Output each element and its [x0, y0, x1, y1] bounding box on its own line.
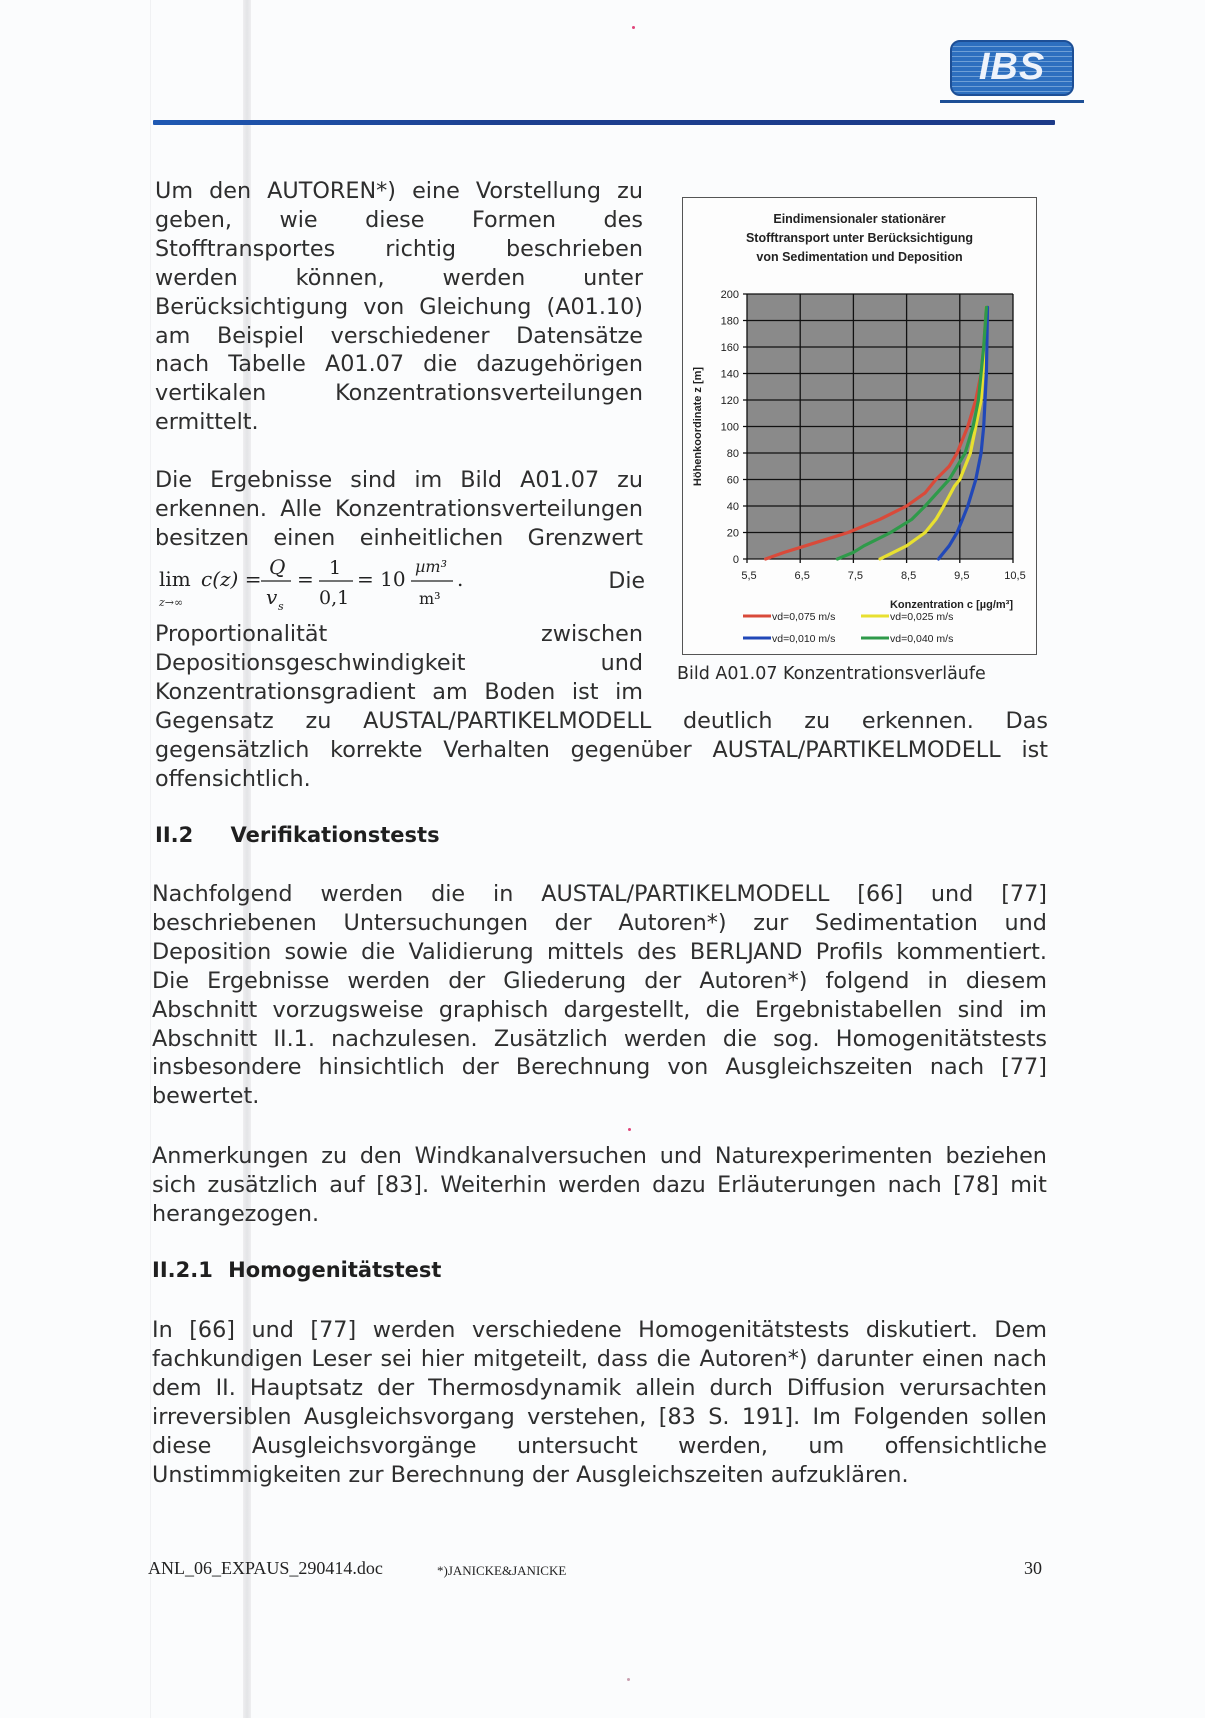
word: verursachten: [899, 1374, 1047, 1401]
text-line-last: offensichtlich.: [155, 765, 311, 792]
word: Die: [155, 467, 193, 493]
word: die: [705, 996, 740, 1023]
footer-filename: ANL_06_EXPAUS_290414.doc: [148, 1558, 383, 1578]
word: kommentiert.: [896, 938, 1047, 965]
word: korrekte: [330, 736, 423, 763]
text-line: [152, 1171, 1047, 1200]
word: Gleichung: [419, 293, 532, 320]
y-tick-label: 0: [732, 554, 739, 566]
word: der: [377, 1374, 415, 1401]
word: mit: [1010, 1171, 1047, 1198]
word: verstehen,: [527, 1403, 647, 1430]
ibs-logo: [950, 40, 1074, 96]
word: den: [209, 178, 252, 204]
legend-label: vd=0,075 m/s: [772, 611, 836, 623]
word: deutlich: [683, 708, 773, 734]
word: Formen: [471, 206, 557, 233]
word: diese: [152, 1432, 212, 1459]
word: Vorstellung: [475, 178, 602, 204]
word: eine: [412, 178, 460, 204]
word: werden,: [678, 1432, 768, 1459]
word: nachzulesen.: [331, 1025, 478, 1052]
word: am: [155, 322, 191, 349]
word: [77]: [1001, 881, 1047, 907]
frac1-den: v: [266, 585, 278, 609]
word: Autoren*): [699, 1345, 808, 1372]
word: erkennen.: [155, 495, 267, 522]
word: Bild: [460, 467, 503, 493]
word: [83: [658, 1403, 696, 1430]
lim-text: lim: [159, 567, 191, 591]
word: um: [808, 1432, 845, 1459]
word: sind: [957, 996, 1004, 1023]
word: Zusätzlich: [493, 1025, 608, 1052]
text-line: [155, 736, 1048, 765]
unit-num: µm³: [415, 557, 447, 576]
word: Autoren*): [618, 909, 727, 936]
text-line: [155, 235, 643, 264]
word: AUTOREN*): [267, 178, 397, 204]
word: im: [615, 678, 643, 705]
word: dazu: [652, 1171, 706, 1198]
text-line: [152, 909, 1047, 938]
text-line: [155, 524, 643, 553]
word: Datensätze: [516, 322, 643, 349]
word: Erläuterungen: [717, 1171, 877, 1198]
word: Boden: [484, 678, 556, 705]
intro-paragraph: [155, 177, 643, 437]
word: Abschnitt: [152, 996, 258, 1023]
y-tick-label: 60: [726, 474, 739, 487]
y-tick-label: 80: [726, 448, 739, 460]
word: zu: [804, 708, 831, 734]
word: einen: [922, 1345, 984, 1372]
word: im: [414, 467, 443, 493]
word: Leser: [311, 1345, 372, 1372]
word: im: [1018, 996, 1047, 1023]
text-line: [155, 350, 643, 379]
word: AUSTAL/PARTIKELMODELL: [363, 708, 652, 734]
word: beschriebenen: [152, 909, 317, 936]
text-line: [155, 379, 643, 408]
text-line: [155, 206, 643, 235]
scan-speck: [628, 1128, 631, 1131]
word: Depositionsgeschwindigkeit: [155, 649, 466, 676]
text-line: [152, 1374, 1047, 1403]
word: die: [656, 1345, 691, 1372]
word: [66]: [857, 881, 904, 907]
text-line-last: herangezogen.: [152, 1200, 320, 1227]
frac2-den: 0,1: [319, 587, 350, 609]
word: vertikalen: [155, 380, 267, 407]
word: Konzentrationsverteilungen: [335, 380, 643, 407]
section-number: II.2: [155, 823, 194, 847]
text-line: [155, 678, 643, 707]
word: diskutiert.: [865, 1317, 978, 1343]
chart-plot: [683, 198, 1038, 656]
text-line-last: Unstimmigkeiten zur Berechnung der Ausgleichszeiten aufzuklären.: [152, 1461, 909, 1488]
word: Naturexperimenten: [714, 1143, 933, 1169]
text-line: [155, 620, 643, 649]
word: durch: [709, 1374, 773, 1401]
word: S.: [708, 1403, 730, 1430]
word: die: [722, 1025, 757, 1052]
word: dass: [596, 1345, 648, 1372]
figure-caption: Bild A01.07 Konzentrationsverläufe: [677, 664, 986, 684]
word: diesem: [965, 967, 1047, 994]
word: zu: [617, 467, 643, 493]
word: sei: [380, 1345, 413, 1372]
text-line: [155, 495, 643, 524]
word: können,: [295, 264, 385, 291]
x-tick-label: 8,5: [900, 570, 917, 582]
section-title: Verifikationstests: [230, 823, 440, 847]
word: mitgeteilt,: [472, 1345, 589, 1372]
word: Abschnitt: [152, 1025, 258, 1052]
word: zu: [617, 178, 643, 204]
word: Verhalten: [443, 736, 550, 763]
word: die: [361, 938, 396, 965]
word: Homogenitätstests: [835, 1025, 1047, 1052]
word: dargestellt,: [563, 996, 691, 1023]
word: sind: [350, 467, 397, 493]
word: der: [554, 909, 592, 936]
word: gegenüber: [570, 736, 692, 763]
word: Berechnung: [515, 1054, 651, 1081]
word: Um: [155, 178, 194, 204]
text-line: [152, 880, 1047, 909]
word: sowie: [284, 938, 348, 965]
word: Gliederung: [503, 967, 627, 994]
word: von: [363, 293, 405, 320]
word: und: [251, 1317, 294, 1343]
word: II.1.: [273, 1025, 315, 1052]
text-line: [155, 322, 643, 351]
word: allein: [635, 1374, 696, 1401]
text-line: [152, 1345, 1047, 1374]
word: Grenzwert: [527, 524, 643, 551]
x-tick-label: 7,5: [847, 570, 864, 582]
word: ermittelt.: [155, 409, 259, 436]
section-heading-2-1: [152, 1258, 441, 1282]
word: die: [431, 881, 466, 907]
y-tick-label: 20: [726, 527, 739, 540]
word: in: [927, 967, 948, 994]
equals-10: = 10: [357, 567, 406, 591]
logo-text: IBS: [978, 46, 1046, 88]
text-line: [155, 264, 643, 293]
word: Dem: [994, 1317, 1047, 1343]
word: Deposition: [152, 938, 272, 965]
word: Thermosdynamik: [428, 1374, 622, 1401]
word: irreversiblen: [152, 1403, 292, 1430]
period: .: [457, 567, 464, 591]
word: einen: [273, 524, 336, 551]
word: verschiedener: [330, 322, 490, 349]
word: zwischen: [541, 621, 643, 647]
word: gegensätzlich: [155, 736, 310, 763]
word: werden: [155, 264, 238, 291]
word: [83].: [376, 1171, 430, 1198]
word: ist: [1021, 736, 1048, 763]
word: Hauptsatz: [249, 1374, 364, 1401]
y-tick-label: 120: [720, 395, 739, 407]
word: Beispiel: [216, 322, 305, 349]
text-line: [155, 177, 643, 206]
text-line: [152, 1316, 1047, 1345]
word: werden: [372, 1317, 456, 1343]
chart-title-line: Eindimensionaler stationärer: [773, 212, 946, 226]
word: untersucht: [516, 1432, 638, 1459]
word: auf: [329, 1171, 365, 1198]
section-number: II.2.1: [152, 1258, 213, 1282]
word: werden: [442, 264, 526, 291]
word: besitzen: [155, 524, 249, 551]
word: In: [152, 1317, 173, 1343]
word: nach: [992, 1345, 1047, 1372]
word: der: [461, 1054, 499, 1081]
word: Proportionalität: [155, 621, 328, 647]
frac1-den-sub: s: [278, 600, 284, 613]
results-continuation: [155, 620, 643, 707]
function-cz: c(z) =: [201, 567, 262, 591]
word: [77]: [310, 1317, 357, 1343]
word: AUSTAL/PARTIKELMODELL: [712, 736, 1001, 763]
word: hier: [420, 1345, 465, 1372]
logo-underline: [940, 100, 1084, 103]
text-line: [155, 408, 643, 437]
y-tick-label: 140: [720, 368, 739, 381]
word: AUSTAL/PARTIKELMODELL: [541, 881, 830, 907]
section-heading-2: [155, 823, 440, 847]
scan-speck: [627, 1678, 630, 1681]
y-tick-label: 160: [720, 342, 739, 354]
word: [78]: [953, 1171, 999, 1198]
word: den: [359, 1143, 402, 1169]
word: Ergebnisse: [210, 467, 333, 493]
word: offensichtliche: [884, 1432, 1047, 1459]
word: nach: [155, 351, 210, 378]
word: beschrieben: [506, 235, 643, 262]
word: Weiterhin: [440, 1171, 547, 1198]
text-line: [152, 1142, 1047, 1171]
word: BERLJAND: [689, 938, 803, 965]
text-line: [152, 967, 1047, 996]
word: Homogenitätstests: [638, 1317, 850, 1343]
word: Ergebnistabellen: [754, 996, 943, 1023]
section-2-1-paragraph: [152, 1316, 1047, 1489]
y-tick-label: 200: [720, 289, 739, 301]
word: Nachfolgend: [152, 881, 293, 907]
word: sollen: [981, 1403, 1047, 1430]
word: am: [432, 678, 468, 705]
y-axis-label: Höhenkoordinate z [m]: [692, 366, 704, 487]
word: erkennen.: [861, 708, 974, 734]
chart-title-line: Stofftransport unter Berücksichtigung: [745, 231, 974, 245]
word: sich: [152, 1171, 197, 1198]
legend-label: vd=0,025 m/s: [890, 611, 954, 623]
word: [77]: [1001, 1054, 1047, 1081]
y-tick-label: 100: [720, 421, 739, 434]
word: und: [659, 1143, 703, 1169]
word: Untersuchungen: [343, 909, 528, 936]
word: Windkanalversuchen: [414, 1143, 647, 1169]
legend-label: vd=0,040 m/s: [890, 633, 954, 645]
word: die: [423, 351, 458, 378]
word: hinsichtlich: [318, 1054, 445, 1081]
word: Berücksichtigung: [155, 293, 349, 320]
word: Folgenden: [853, 1403, 970, 1430]
word: werden: [623, 1025, 707, 1052]
x-tick-label: 10,5: [1004, 570, 1026, 582]
text-line: [152, 1432, 1047, 1461]
chart-title-line: von Sedimentation und Deposition: [756, 250, 963, 264]
word: darunter: [816, 1345, 914, 1372]
word: Konzentrationsgradient: [155, 678, 416, 705]
equals-2: =: [297, 567, 314, 591]
word: sog.: [773, 1025, 820, 1052]
text-line: [152, 1053, 1047, 1082]
section-2-paragraph-2: [152, 1142, 1047, 1229]
word: Profils: [815, 938, 883, 965]
text-line: [155, 466, 643, 495]
word: und: [930, 881, 974, 907]
text-line: [152, 996, 1047, 1025]
x-tick-label: 9,5: [954, 570, 970, 582]
word: Ergebnisse: [207, 967, 330, 994]
text-line: [152, 1403, 1047, 1432]
y-tick-label: 180: [720, 315, 739, 328]
word: vorzugsweise: [272, 996, 424, 1023]
word: 191].: [741, 1403, 801, 1430]
word: zu: [305, 708, 332, 734]
word: nach: [929, 1054, 985, 1081]
word: graphisch: [438, 996, 549, 1023]
word: verschiedene: [471, 1317, 622, 1343]
word: Autoren*): [699, 967, 808, 994]
word: Ausgleichszeiten: [725, 1054, 913, 1081]
section-2-paragraph-1: [152, 880, 1047, 1111]
word: Alle: [280, 495, 322, 522]
word: (A01.10): [546, 293, 643, 320]
word: Stofftransportes: [155, 235, 336, 262]
word: insbesondere: [152, 1054, 302, 1081]
frac2-num: 1: [329, 557, 342, 579]
word: und: [600, 649, 643, 676]
word: des: [637, 938, 677, 965]
word: Die: [152, 967, 190, 994]
word: Das: [1005, 708, 1048, 734]
word: [66]: [189, 1317, 235, 1343]
word: Ausgleichsvorgänge: [251, 1432, 477, 1459]
word: diese: [365, 206, 425, 233]
word: geben,: [155, 206, 232, 233]
text-line: [155, 707, 1048, 736]
footer-page-number: 30: [1024, 1558, 1042, 1578]
unit-den: m³: [419, 589, 441, 608]
limit-formula: [157, 552, 647, 612]
word: folgend: [825, 967, 910, 994]
text-line: [152, 938, 1047, 967]
word: des: [603, 206, 643, 233]
word: Im: [812, 1403, 841, 1430]
legend-label: vd=0,010 m/s: [772, 633, 836, 645]
lim-subscript: z→∞: [159, 596, 184, 609]
y-tick-label: 40: [726, 501, 739, 513]
word: Sedimentation: [814, 909, 978, 936]
word: beziehen: [945, 1143, 1047, 1169]
word: werden: [347, 967, 431, 994]
word: wie: [279, 206, 318, 233]
word: zusätzlich: [207, 1171, 318, 1198]
word: und: [1004, 909, 1047, 936]
word: dem: [152, 1374, 202, 1401]
trailing-word: Die: [608, 569, 645, 594]
section-title: Homogenitätstest: [228, 1258, 442, 1282]
results-wide-lines: [155, 707, 1048, 794]
text-line: [155, 293, 643, 322]
word: zu: [321, 1143, 348, 1169]
word: zur: [753, 909, 789, 936]
word: von: [667, 1054, 709, 1081]
word: einheitlichen: [359, 524, 504, 551]
page-edge: [150, 0, 151, 1718]
x-tick-label: 6,5: [794, 570, 810, 582]
scan-speck: [632, 26, 635, 29]
word: Diffusion: [786, 1374, 886, 1401]
word: ist: [571, 678, 599, 705]
word: A01.07: [324, 351, 405, 378]
word: Konzentrationsverteilungen: [335, 495, 643, 522]
chart-figure: [682, 197, 1037, 655]
word: der: [448, 967, 486, 994]
word: werden: [320, 881, 404, 907]
word: dazugehörigen: [476, 351, 643, 378]
text-line: [155, 649, 643, 678]
word: A01.07: [520, 467, 600, 493]
word: Gegensatz: [155, 708, 274, 734]
header-rule: [153, 120, 1055, 125]
results-paragraph: [155, 466, 643, 553]
word: unter: [583, 264, 643, 291]
word: II.: [215, 1374, 236, 1401]
text-line-last: bewertet.: [152, 1083, 260, 1110]
frac1-num: Q: [269, 555, 286, 579]
footer-authors: *)JANICKE&JANICKE: [437, 1563, 567, 1578]
word: fachkundigen: [152, 1345, 303, 1372]
word: Ausgleichsvorgang: [303, 1403, 515, 1430]
word: Validierung: [408, 938, 534, 965]
x-axis-label: Konzentration c [µg/m³]: [889, 599, 1013, 611]
word: Anmerkungen: [152, 1143, 309, 1169]
word: nach: [887, 1171, 942, 1198]
x-tick-label: 5,5: [741, 570, 757, 582]
word: der: [644, 967, 682, 994]
word: richtig: [385, 235, 457, 262]
word: mittels: [546, 938, 624, 965]
word: in: [493, 881, 514, 907]
text-line: [152, 1025, 1047, 1054]
word: Tabelle: [228, 351, 306, 378]
word: werden: [558, 1171, 641, 1198]
